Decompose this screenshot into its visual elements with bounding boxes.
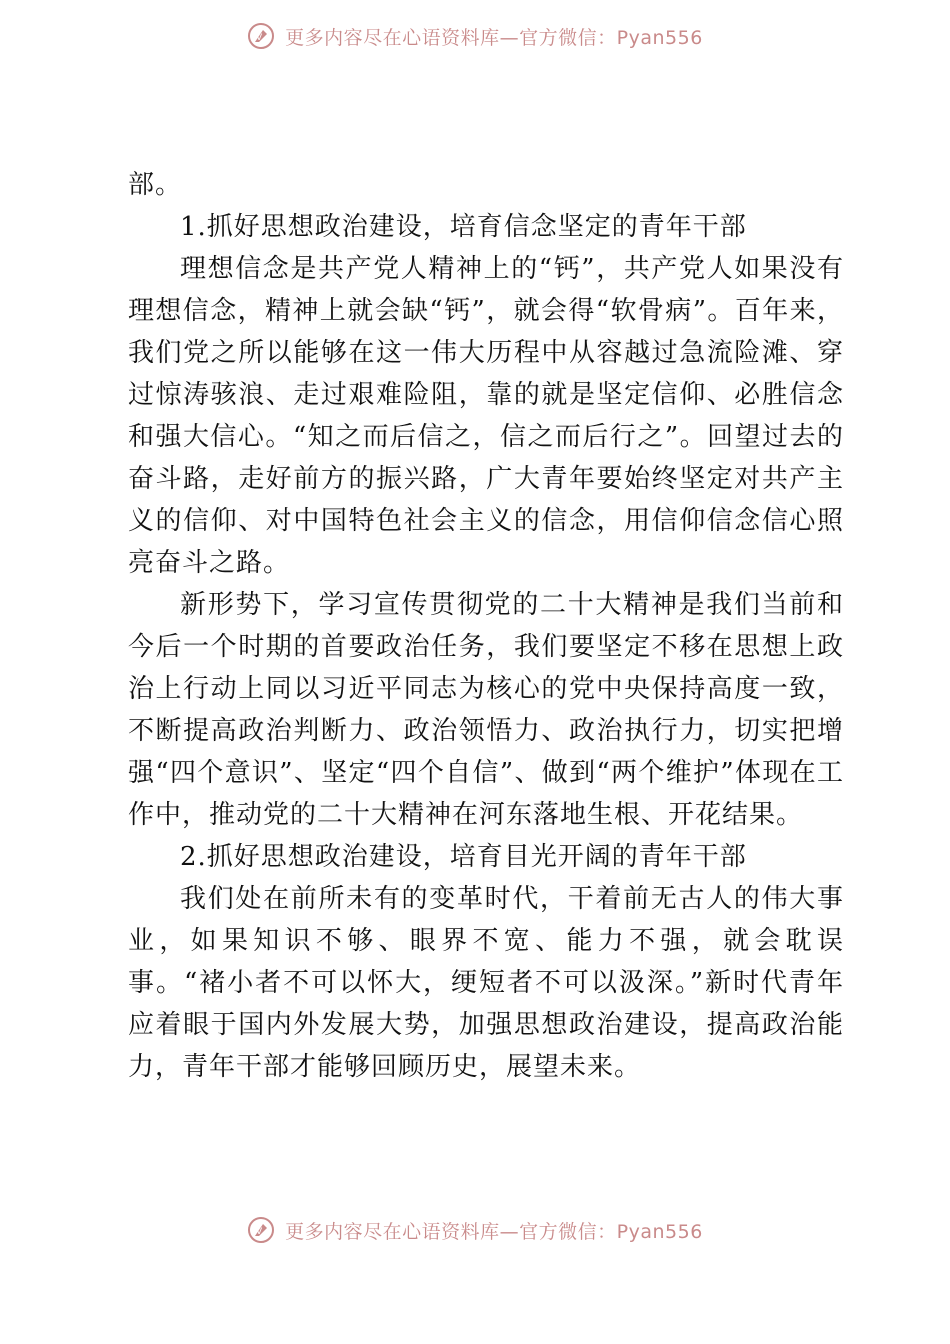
pen-nib-logo-icon xyxy=(247,1216,275,1244)
section-heading-1: 1.抓好思想政治建设，培育信念坚定的青年干部 xyxy=(180,212,747,242)
header-watermark xyxy=(0,16,950,56)
footer-watermark-text: 更多内容尽在心语资料库—官方微信：Pyan556 xyxy=(285,1220,703,1243)
pen-nib-logo-icon xyxy=(247,22,275,50)
svg-text:V: V xyxy=(256,1227,263,1237)
paragraph-ideals: 理想信念是共产党人精神上的“钙”，共产党人如果没有理想信念，精神上就会缺“钙”，就会得“软骨病”。百年来，我们党之所以能够在这一伟大历程中从容越过急流险滩、穿过惊涛骇浪、走过艰难险阻，靠的就是坚定信仰、必胜信念和强大信心。“知之而后信之，信之而后行之”。回望过去的奋斗路，走好前方的振兴路，广大青年要始终坚定对共产主义的信仰、对中国特色社会主义的信念，用信仰信念信心照亮奋斗之路。 xyxy=(128,254,844,578)
paragraph-continuation: 部。 xyxy=(128,170,183,200)
footer-watermark xyxy=(0,1210,950,1250)
paragraph-era-of-change: 我们处在前所未有的变革时代，干着前无古人的伟大事业，如果知识不够、眼界不宽、能力不强，就会耽误事。“褚小者不可以怀大，绠短者不可以汲深。”新时代青年应着眼于国内外发展大势，加强思想政治建设，提高政治能力，青年干部才能够回顾历史，展望未来。 xyxy=(128,884,844,1082)
section-heading-2: 2.抓好思想政治建设，培育目光开阔的青年干部 xyxy=(180,842,747,872)
svg-text:V: V xyxy=(256,33,263,43)
paragraph-new-situation: 新形势下，学习宣传贯彻党的二十大精神是我们当前和今后一个时期的首要政治任务，我们要坚定不移在思想上政治上行动上同以习近平同志为核心的党中央保持高度一致， 不断提高政治判断力、政治领悟力、政治执行力，切实把增强“四个意识”、坚定“四个自信”、做到“两个维护”体现在工作中，推动党的二十大精神在河东落地生根、开花结果。 xyxy=(128,590,844,830)
document-body xyxy=(128,164,844,1088)
header-watermark-text: 更多内容尽在心语资料库—官方微信：Pyan556 xyxy=(285,26,703,49)
